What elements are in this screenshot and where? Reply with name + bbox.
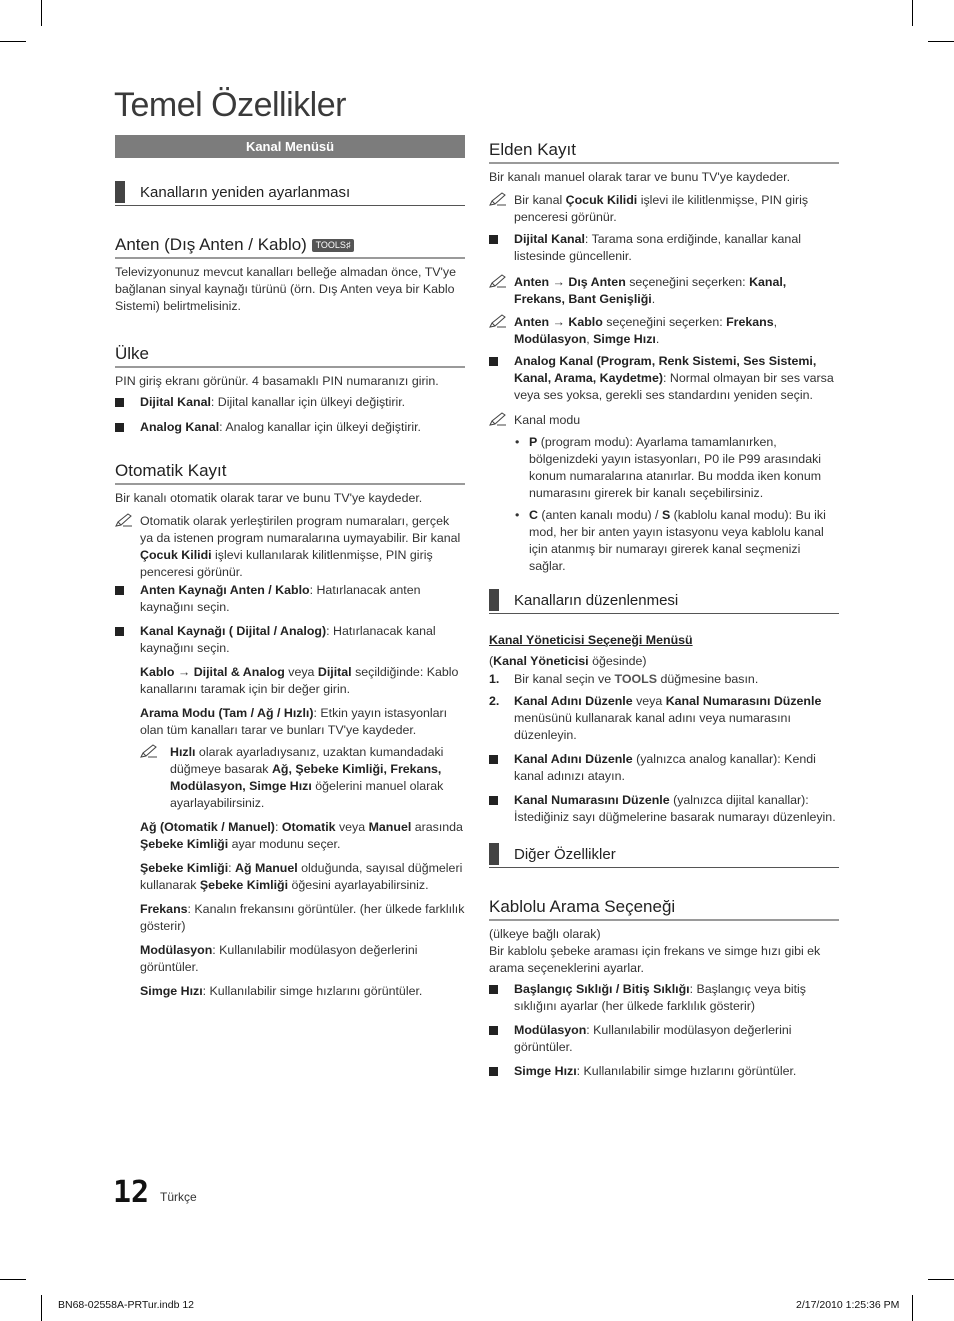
crop-mark [928,1279,954,1280]
tools-badge: TOOLS♯ [312,239,355,252]
pencil-note-icon [140,744,158,758]
kablolu-text: Bir kablolu şebeke araması için frekans ve simge hızı gibi ek arama seçeneklerini ayarlar. [489,944,821,975]
list-item: Analog Kanal (Program, Renk Sistemi, Ses Sistemi, Kanal, Arama, Kaydetme): Normal olmayan bir ses varsa veya ses yoksa, gerekli ses standardını yeniden seçin. [489,353,839,404]
square-bullet-icon [489,755,498,764]
crop-mark [912,0,913,26]
note-item: Anten → Kablo seçeneğini seçerken: Frekans, Modülasyon, Simge Hızı. [489,314,839,348]
subsection-title: Diğer Özellikler [514,845,616,863]
paren-text: (Kanal Yöneticisi öğesinde) [489,654,647,668]
square-bullet-icon [489,796,498,805]
list-item: Kanal Kaynağı ( Dijital / Analog): Hatırlanacak kanal kaynağını seçin. [115,623,465,657]
square-bullet-icon [115,423,124,432]
list-item: Kanal Numarasını Düzenle (yalnızca dijital kanallar): İstediğiniz sayı düğmelerine basarak numarayı düzenleyin. [489,792,839,826]
crop-mark [41,1295,42,1321]
square-bullet-icon [115,627,124,636]
crop-mark [0,1279,26,1280]
elden-text: Bir kanalı manuel olarak tarar ve bunu TV'ye kaydeder. [489,170,791,184]
pencil-note-icon [489,412,507,426]
list-item: Modülasyon: Kullanılabilir modülasyon değerlerini görüntüler. [489,1022,839,1056]
list-item: Dijital Kanal: Tarama sona erdiğinde, kanallar kanal listesinde güncellenir. [489,231,839,265]
anten-title: Anten (Dış Anten / Kablo) [115,235,307,254]
crop-mark [912,1295,913,1321]
step-item: 1. Bir kanal seçin ve TOOLS düğmesine basın. [489,672,759,686]
otomatik-text: Bir kanalı otomatik olarak tarar ve bunu TV'ye kaydeder. [115,491,423,505]
footer-file: BN68-02558A-PRTur.indb 12 [58,1299,195,1311]
otomatik-heading: Otomatik Kayıt [115,460,465,485]
ulke-text: PIN giriş ekranı görünür. 4 basamaklı PIN numaranızı girin. [115,374,439,388]
page-number: 12 [113,1175,150,1210]
square-bullet-icon [489,1026,498,1035]
anten-heading [115,234,465,259]
anten-text: Televizyonunuz mevcut kanalları belleğe almadan önce, TV'ye bağlanan sinyal kaynağı türünü (örn. Dış Anten veya bir Kablo Sistemi) belirtmelisiniz. [115,265,457,313]
page-title: Temel Özellikler [114,86,346,124]
crop-mark [928,41,954,42]
note-item: Anten → Dış Anten seçeneğini seçerken: Kanal, Frekans, Bant Genişliği. [489,274,839,308]
list-item: Analog Kanal: Analog kanallar için ülkeyi değiştirir. [115,419,465,436]
subsection-title: Kanalların düzenlenmesi [514,591,679,609]
kablolu-heading: Kablolu Arama Seçeneği [489,896,839,921]
crop-mark [41,0,42,26]
dot-item: • C (anten kanalı modu) / S (kablolu kanal modu): Bu iki mod, her bir anten yayın istasyonu veya kablolu kanal için atanmış bir numarayı girerek kanal seçmenizi sağlar. [515,508,826,573]
left-column [115,135,465,1000]
section-band: Kanal Menüsü [115,135,465,158]
heading-bar [489,589,499,611]
square-bullet-icon [489,235,498,244]
dot-bullet-icon: • [515,508,520,522]
arama-text: Arama Modu (Tam / Ağ / Hızlı): Etkin yayın istasyonları olan tüm kanalları tarar ve bunları TV'ye kaydeder. [140,706,448,737]
tools-icon: ♯ [345,240,351,250]
right-column [489,135,839,1080]
pencil-note-icon [489,192,507,206]
square-bullet-icon [489,1067,498,1076]
footer-date: 2/17/2010 1:25:36 PM [796,1299,900,1311]
ulke-heading: Ülke [115,343,465,368]
list-item: Simge Hızı: Kullanılabilir simge hızlarını görüntüler. [489,1063,839,1080]
frekans-text: Frekans: Kanalın frekansını görüntüler. (her ülkede farklılık gösterir) [140,902,465,933]
note-item: Otomatik olarak yerleştirilen program numaraları, gerçek ya da istenen program numaralarına uymayabilir. Bir kanal Çocuk Kilidi işlevi kullanılarak kilitlenmişse, PIN giriş penceresi görünür. [115,513,465,581]
simge-text: Simge Hızı: Kullanılabilir simge hızlarını görüntüler. [140,984,423,998]
note-item: Bir kanal Çocuk Kilidi işlevi ile kilitlenmişse, PIN giriş penceresi görünür. [489,192,839,226]
heading-bar [489,843,499,865]
subsection-title: Kanalların yeniden ayarlanması [140,183,351,201]
square-bullet-icon [489,985,498,994]
square-bullet-icon [489,357,498,366]
subsection-heading [489,843,839,868]
note-item: Hızlı olarak ayarladıysanız, uzaktan kumandadaki düğmeye basarak Ağ, Şebeke Kimliği, Frekans, Modülasyon, Simge Hızı öğelerini manuel olarak ayarlayabilirsiniz. [115,744,465,812]
page-language: Türkçe [160,1190,197,1204]
kablolu-sub: (ülkeye bağlı olarak) [489,927,601,941]
list-item: Kanal Adını Düzenle (yalnızca analog kanallar): Kendi kanal adınızı atayın. [489,751,839,785]
dot-bullet-icon: • [515,435,520,449]
ag-text: Ağ (Otomatik / Manuel): Otomatik veya Manuel arasında Şebeke Kimliği ayar modunu seçer. [140,820,463,851]
subsection-heading [115,181,465,206]
note-item: Kanal modu [489,412,839,429]
heading-bar [115,181,125,203]
subsection-heading [489,589,839,614]
list-item: Başlangıç Sıklığı / Bitiş Sıklığı: Başlangıç veya bitiş sıklığını ayarlar (her ülkede farklılık gösterir) [489,981,839,1015]
menu-link-text: Kanal Yöneticisi Seçeneği Menüsü [489,633,693,647]
elden-heading: Elden Kayıt [489,139,839,164]
modulasyon-text: Modülasyon: Kullanılabilir modülasyon değerlerini görüntüler. [140,943,418,974]
pencil-note-icon [489,274,507,288]
list-item: Dijital Kanal: Dijital kanallar için ülkeyi değiştirir. [115,394,465,411]
pencil-note-icon [489,314,507,328]
pencil-note-icon [115,513,133,527]
square-bullet-icon [115,398,124,407]
kablo-text: Kablo → Dijital & Analog veya Dijital seçildiğinde: Kablo kanallarını taramak için bir değer girin. [140,665,459,696]
square-bullet-icon [115,586,124,595]
sebeke-text: Şebeke Kimliği: Ağ Manuel olduğunda, sayısal düğmeleri kullanarak Şebeke Kimliği öğesini ayarlayabilirsiniz. [140,861,463,892]
crop-mark [0,41,26,42]
step-item: 2. Kanal Adını Düzenle veya Kanal Numarasını Düzenle menüsünü kullanarak kanal adını veya numarasını düzenleyin. [489,694,822,742]
list-item: Anten Kaynağı Anten / Kablo: Hatırlanacak anten kaynağını seçin. [115,582,465,616]
dot-item: • P (program modu): Ayarlama tamamlanırken, bölgenizdeki yayın istasyonları, P0 ile P99 arasındaki konum numaralarına atanırlar. Bu modda iken konum numarasını girerek bir kanalı seçebilirsiniz. [515,435,822,500]
